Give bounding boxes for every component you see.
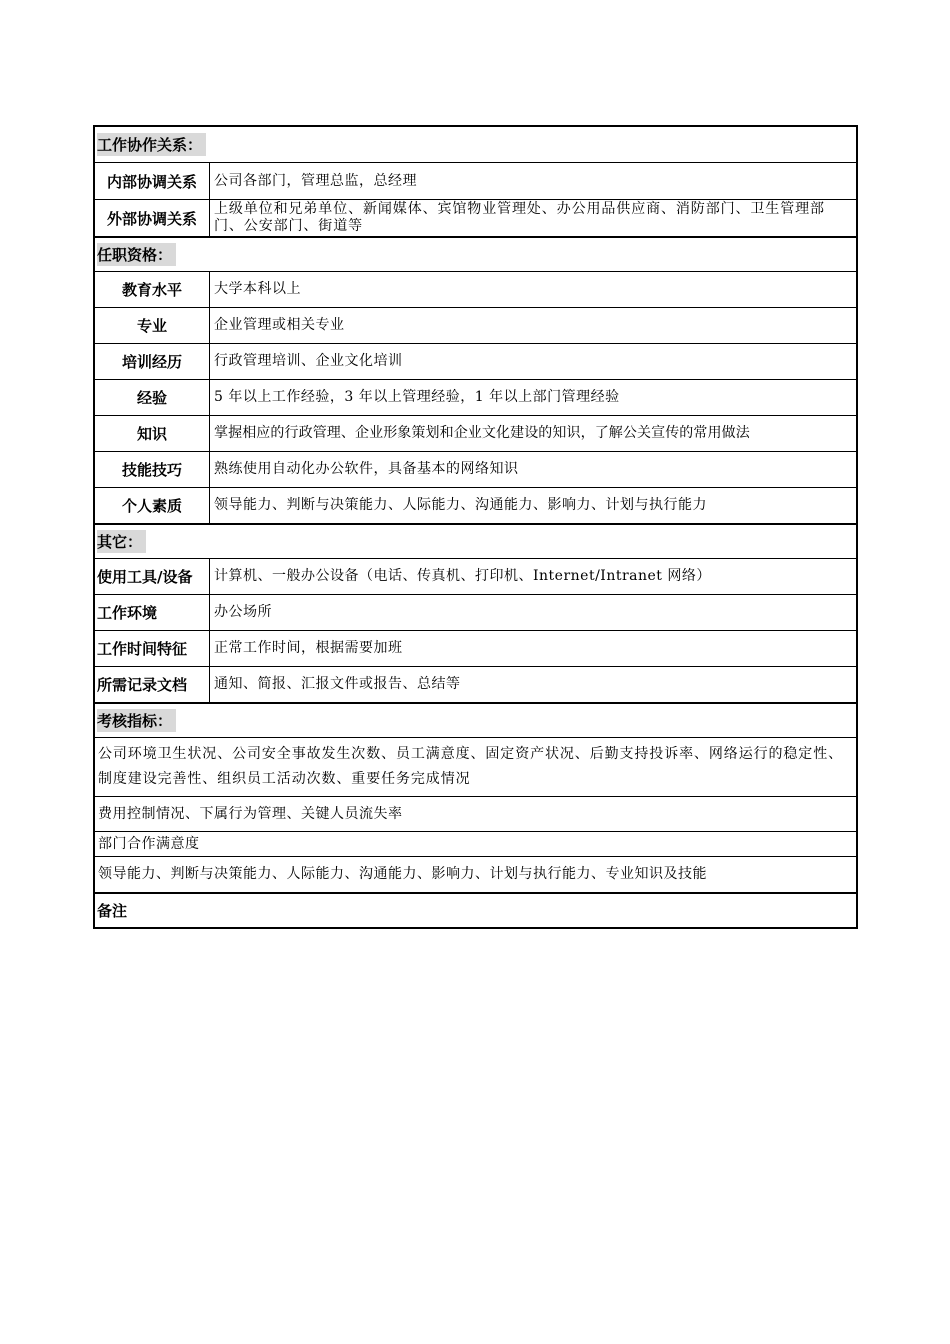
list-item — [95, 737, 856, 796]
row-value: 计算机、一般办公设备（电话、传真机、打印机、Internet/Intranet 网络） — [214, 568, 711, 584]
row-label: 技能技巧 — [95, 452, 210, 487]
section-header-remarks — [95, 892, 856, 927]
table-row — [95, 487, 856, 523]
assessment-item: 部门合作满意度 — [98, 835, 200, 852]
row-value: 熟练使用自动化办公软件，具备基本的网络知识 — [214, 461, 519, 477]
row-label: 使用工具/设备 — [95, 559, 210, 594]
table-row — [95, 630, 856, 666]
row-value: 正常工作时间，根据需要加班 — [214, 640, 403, 656]
section-title-assessment: 考核指标： — [97, 709, 176, 732]
table-row — [95, 162, 856, 199]
table-row — [95, 271, 856, 307]
remarks-title: 备注 — [97, 902, 128, 920]
table-row — [95, 199, 856, 236]
section-header-assessment — [95, 702, 856, 737]
table-row — [95, 415, 856, 451]
row-value: 领导能力、判断与决策能力、人际能力、沟通能力、影响力、计划与执行能力 — [214, 497, 707, 513]
row-value: 公司各部门，管理总监，总经理 — [214, 172, 417, 189]
row-value: 5 年以上工作经验，3 年以上管理经验，1 年以上部门管理经验 — [214, 389, 620, 405]
section-header-cooperation — [95, 127, 856, 162]
row-value: 办公场所 — [214, 604, 272, 620]
section-title-qualification: 任职资格： — [97, 243, 176, 266]
table-row — [95, 558, 856, 594]
section-title-other: 其它： — [97, 530, 146, 553]
row-label: 所需记录文档 — [95, 667, 210, 702]
table-row — [95, 343, 856, 379]
row-label: 内部协调关系 — [95, 163, 210, 199]
row-value: 通知、简报、汇报文件或报告、总结等 — [214, 676, 461, 692]
table-row — [95, 451, 856, 487]
assessment-item: 领导能力、判断与决策能力、人际能力、沟通能力、影响力、计划与执行能力、专业知识及技能 — [98, 866, 707, 882]
list-item — [95, 856, 856, 892]
list-item — [95, 796, 856, 831]
row-label: 工作时间特征 — [95, 631, 210, 666]
row-label: 经验 — [95, 380, 210, 415]
section-header-qualification — [95, 236, 856, 271]
assessment-item: 公司环境卫生状况、公司安全事故发生次数、员工满意度、固定资产状况、后勤支持投诉率、网络运行的稳定性、制度建设完善性、组织员工活动次数、重要任务完成情况 — [98, 746, 843, 787]
row-value: 行政管理培训、企业文化培训 — [214, 353, 403, 369]
row-value: 大学本科以上 — [214, 281, 301, 297]
row-value: 掌握相应的行政管理、企业形象策划和企业文化建设的知识，了解公关宣传的常用做法 — [214, 425, 750, 441]
row-label: 外部协调关系 — [95, 200, 210, 236]
row-label: 专业 — [95, 308, 210, 343]
row-label: 个人素质 — [95, 488, 210, 523]
row-value: 上级单位和兄弟单位、新闻媒体、宾馆物业管理处、办公用品供应商、消防部门、卫生管理部门、公安部门、街道等 — [214, 201, 825, 234]
section-header-other — [95, 523, 856, 558]
row-label: 教育水平 — [95, 272, 210, 307]
job-description-table — [93, 125, 858, 929]
row-label: 知识 — [95, 416, 210, 451]
table-row — [95, 379, 856, 415]
row-label: 工作环境 — [95, 595, 210, 630]
table-row — [95, 666, 856, 702]
table-row — [95, 307, 856, 343]
row-label: 培训经历 — [95, 344, 210, 379]
section-title-cooperation: 工作协作关系： — [97, 133, 206, 156]
table-row — [95, 594, 856, 630]
list-item — [95, 831, 856, 856]
assessment-item: 费用控制情况、下属行为管理、关键人员流失率 — [98, 805, 403, 822]
row-value: 企业管理或相关专业 — [214, 317, 345, 333]
